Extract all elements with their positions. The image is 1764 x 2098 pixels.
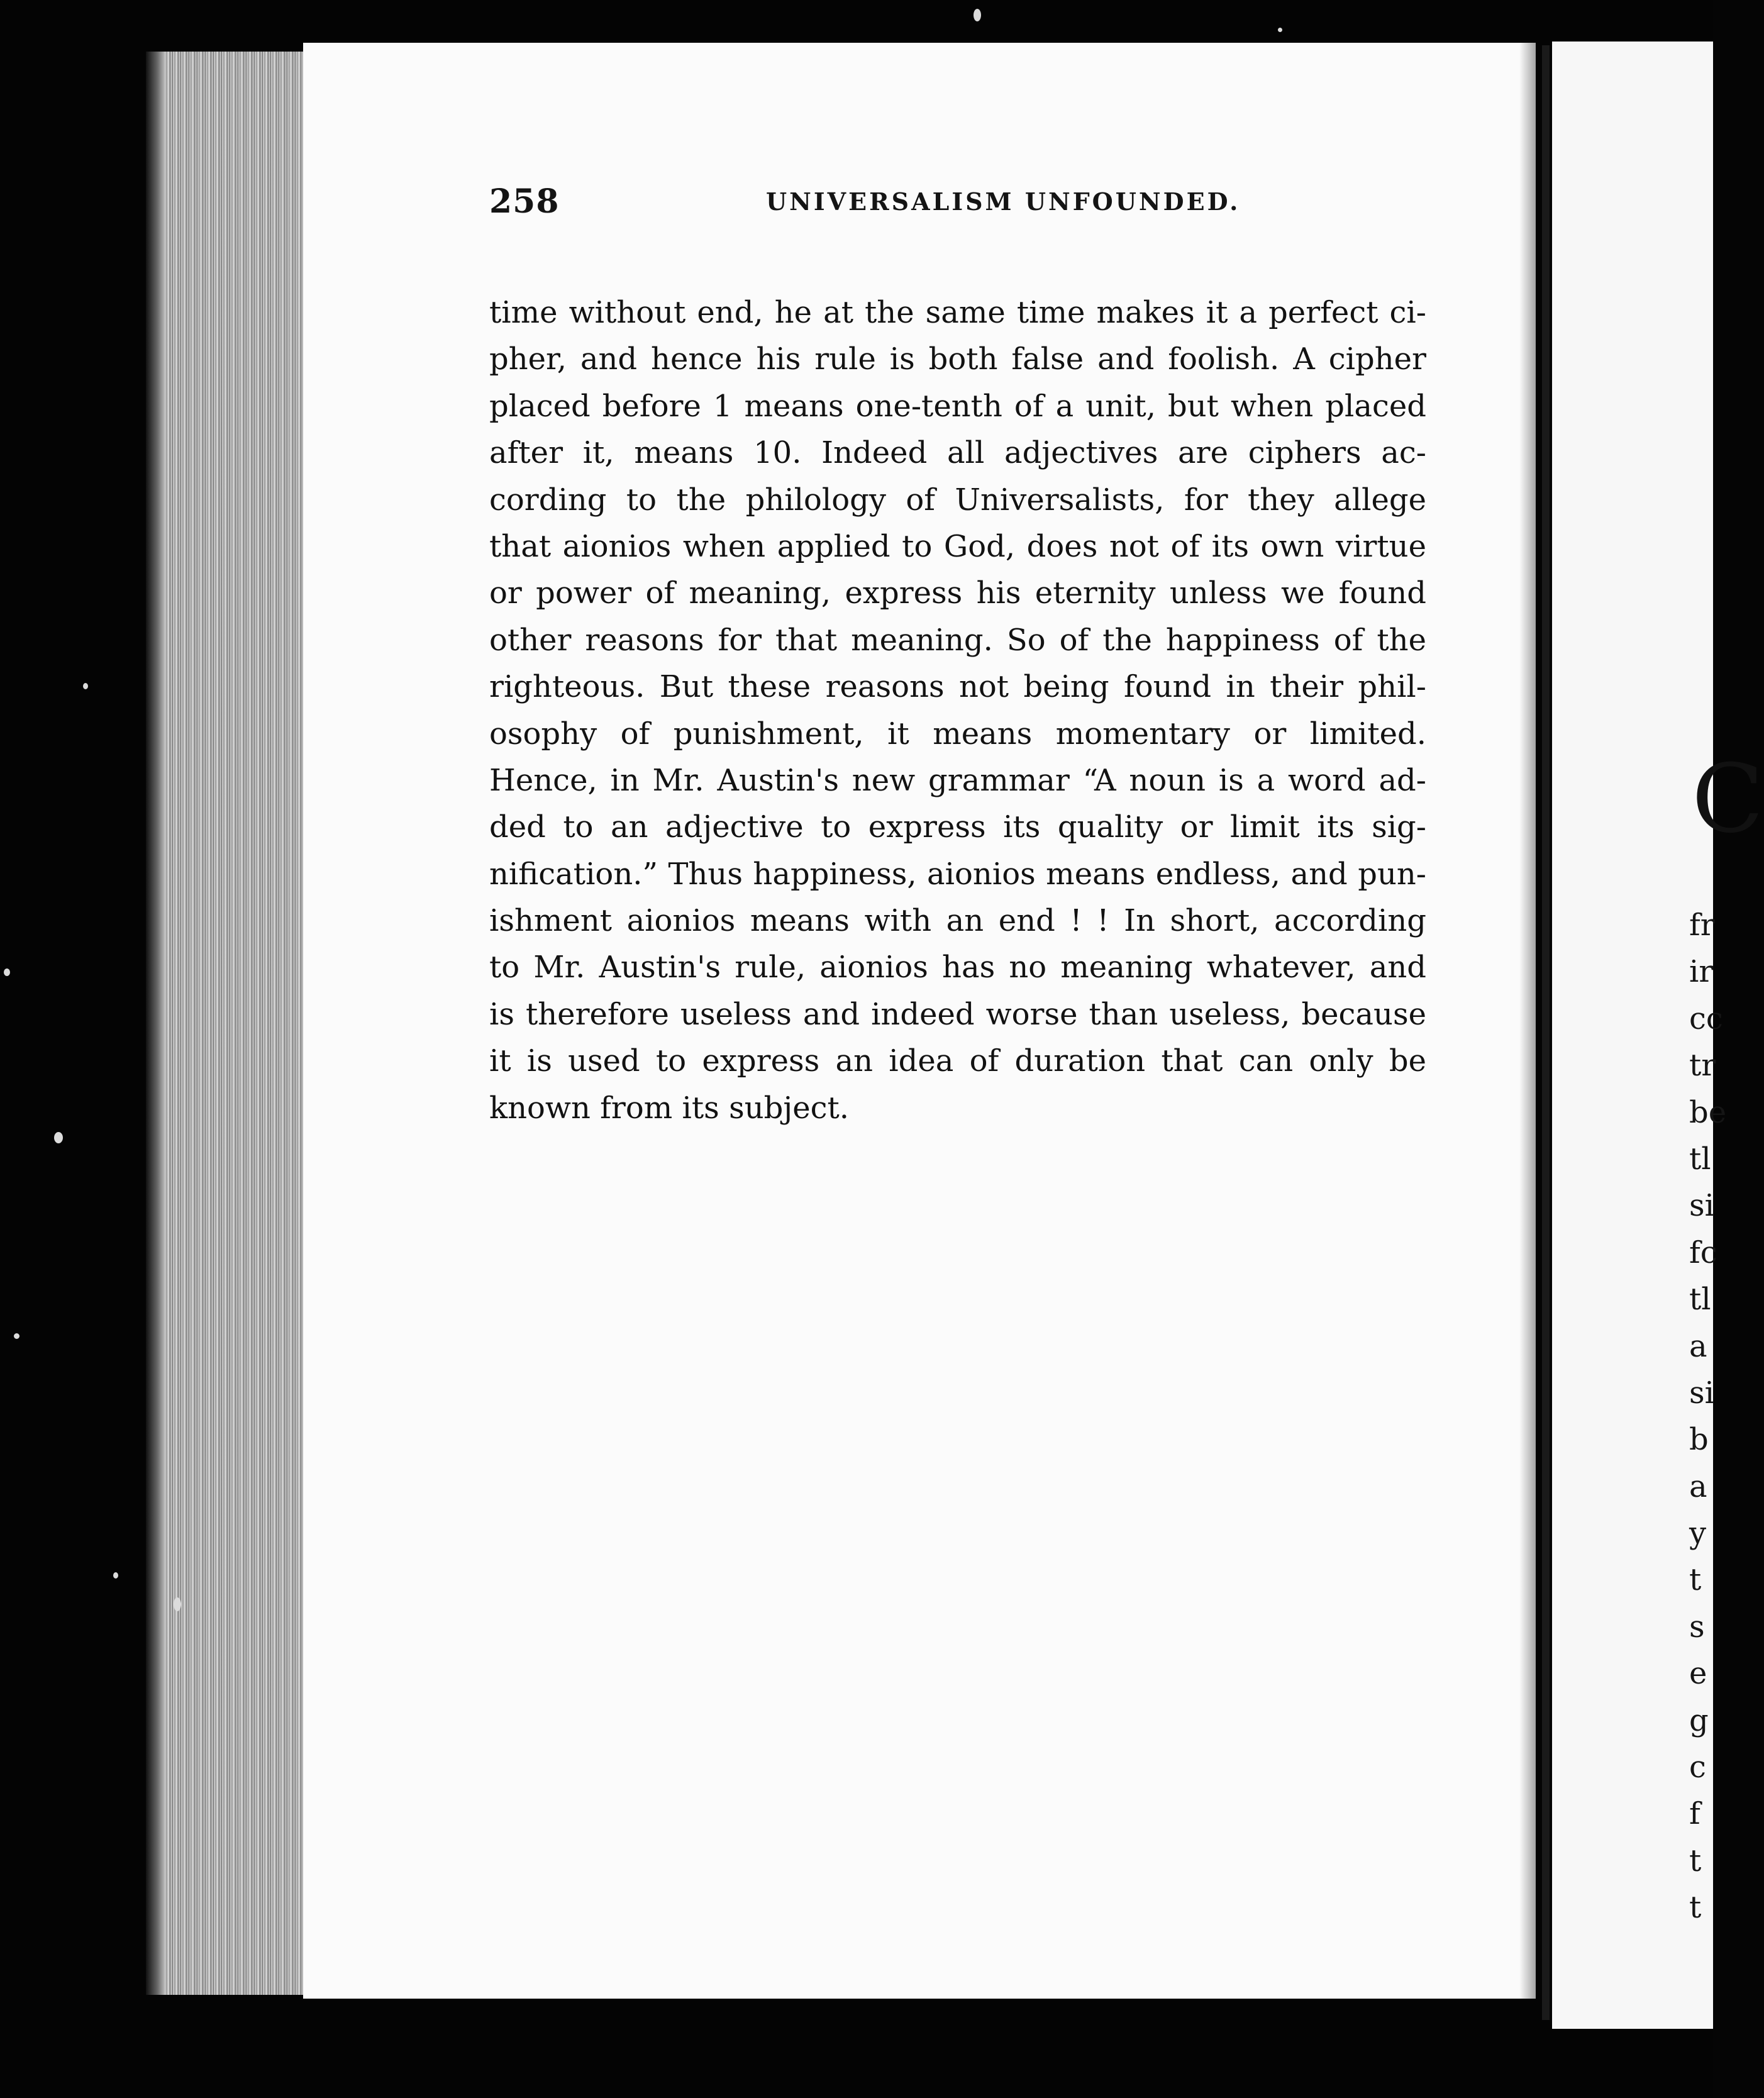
text-fragment: tr: [1689, 1048, 1716, 1084]
text-fragment: si: [1689, 1375, 1714, 1411]
text-fragment: fc: [1689, 1235, 1717, 1270]
text-line: pher, and hence his rule is both false and foolish. A cipher: [489, 341, 1426, 377]
book-page-right-partial: [1552, 42, 1764, 2029]
page-gutter: [1542, 45, 1550, 2020]
text-fragment: t: [1689, 1843, 1702, 1879]
text-fragment: be: [1689, 1094, 1727, 1130]
page-number: 258: [489, 182, 560, 221]
dust-speck: [4, 969, 10, 976]
right-page-text-fragments: [1689, 902, 1727, 1931]
text-fragment: t: [1689, 1890, 1702, 1926]
text-line: is therefore useless and indeed worse than useless, because: [489, 996, 1426, 1032]
text-fragment: y: [1689, 1516, 1707, 1551]
text-fragment: si: [1689, 1188, 1714, 1224]
drop-cap-ornament: C: [1692, 745, 1764, 854]
text-line: after it, means 10. Indeed all adjectives are ciphers ac-: [489, 435, 1426, 471]
text-fragment: tl: [1689, 1282, 1711, 1318]
text-line: it is used to express an idea of duration that can only be: [489, 1043, 1426, 1079]
text-fragment: tl: [1689, 1141, 1711, 1177]
text-line: that aionios when applied to God, does not of its own virtue: [489, 528, 1426, 564]
book-page-edges: [165, 52, 303, 1995]
text-fragment: a: [1689, 1328, 1707, 1364]
dust-speck: [1278, 28, 1282, 32]
running-title: UNIVERSALISM UNFOUNDED.: [766, 187, 1241, 216]
body-text: [489, 289, 1426, 1131]
text-line: time without end, he at the same time makes it a perfect ci-: [489, 295, 1426, 330]
text-line: or power of meaning, express his eternity unless we found: [489, 575, 1426, 611]
text-fragment: cc: [1689, 1001, 1723, 1036]
text-fragment: e: [1689, 1656, 1707, 1692]
text-line: righteous. But these reasons not being found in their phil-: [489, 669, 1426, 705]
dust-speck: [174, 1597, 181, 1611]
text-line: known from its subject.: [489, 1090, 850, 1126]
dust-speck: [54, 1132, 63, 1143]
text-fragment: c: [1689, 1750, 1706, 1785]
text-fragment: a: [1689, 1468, 1707, 1504]
dust-speck: [974, 9, 981, 21]
text-fragment: b: [1689, 1422, 1709, 1458]
text-line: cording to the philology of Universalists, for they allege: [489, 482, 1426, 518]
text-fragment: f: [1689, 1796, 1700, 1832]
dust-speck: [113, 1572, 118, 1579]
book-page-left: [303, 43, 1536, 1999]
text-fragment: t: [1689, 1562, 1702, 1598]
text-fragment: g: [1689, 1702, 1709, 1738]
text-line: osophy of punishment, it means momentary or limited.: [489, 716, 1426, 752]
text-line: placed before 1 means one-tenth of a unit, but when placed: [489, 388, 1426, 424]
text-line: other reasons for that meaning. So of the happiness of the: [489, 622, 1426, 658]
text-line: nification.” Thus happiness, aionios means endless, and pun-: [489, 856, 1426, 892]
dust-speck: [14, 1333, 19, 1339]
text-line: ded to an adjective to express its quality or limit its sig-: [489, 809, 1426, 845]
running-head: [489, 182, 1426, 252]
text-fragment: ir: [1689, 954, 1714, 990]
text-fragment: s: [1689, 1609, 1705, 1645]
dust-speck: [83, 683, 88, 689]
text-fragment: fr: [1689, 907, 1715, 943]
text-line: Hence, in Mr. Austin's new grammar “A noun is a word ad-: [489, 762, 1426, 798]
text-line: to Mr. Austin's rule, aionios has no meaning whatever, and: [489, 950, 1426, 985]
text-line: ishment aionios means with an end ! ! In short, according: [489, 903, 1426, 939]
